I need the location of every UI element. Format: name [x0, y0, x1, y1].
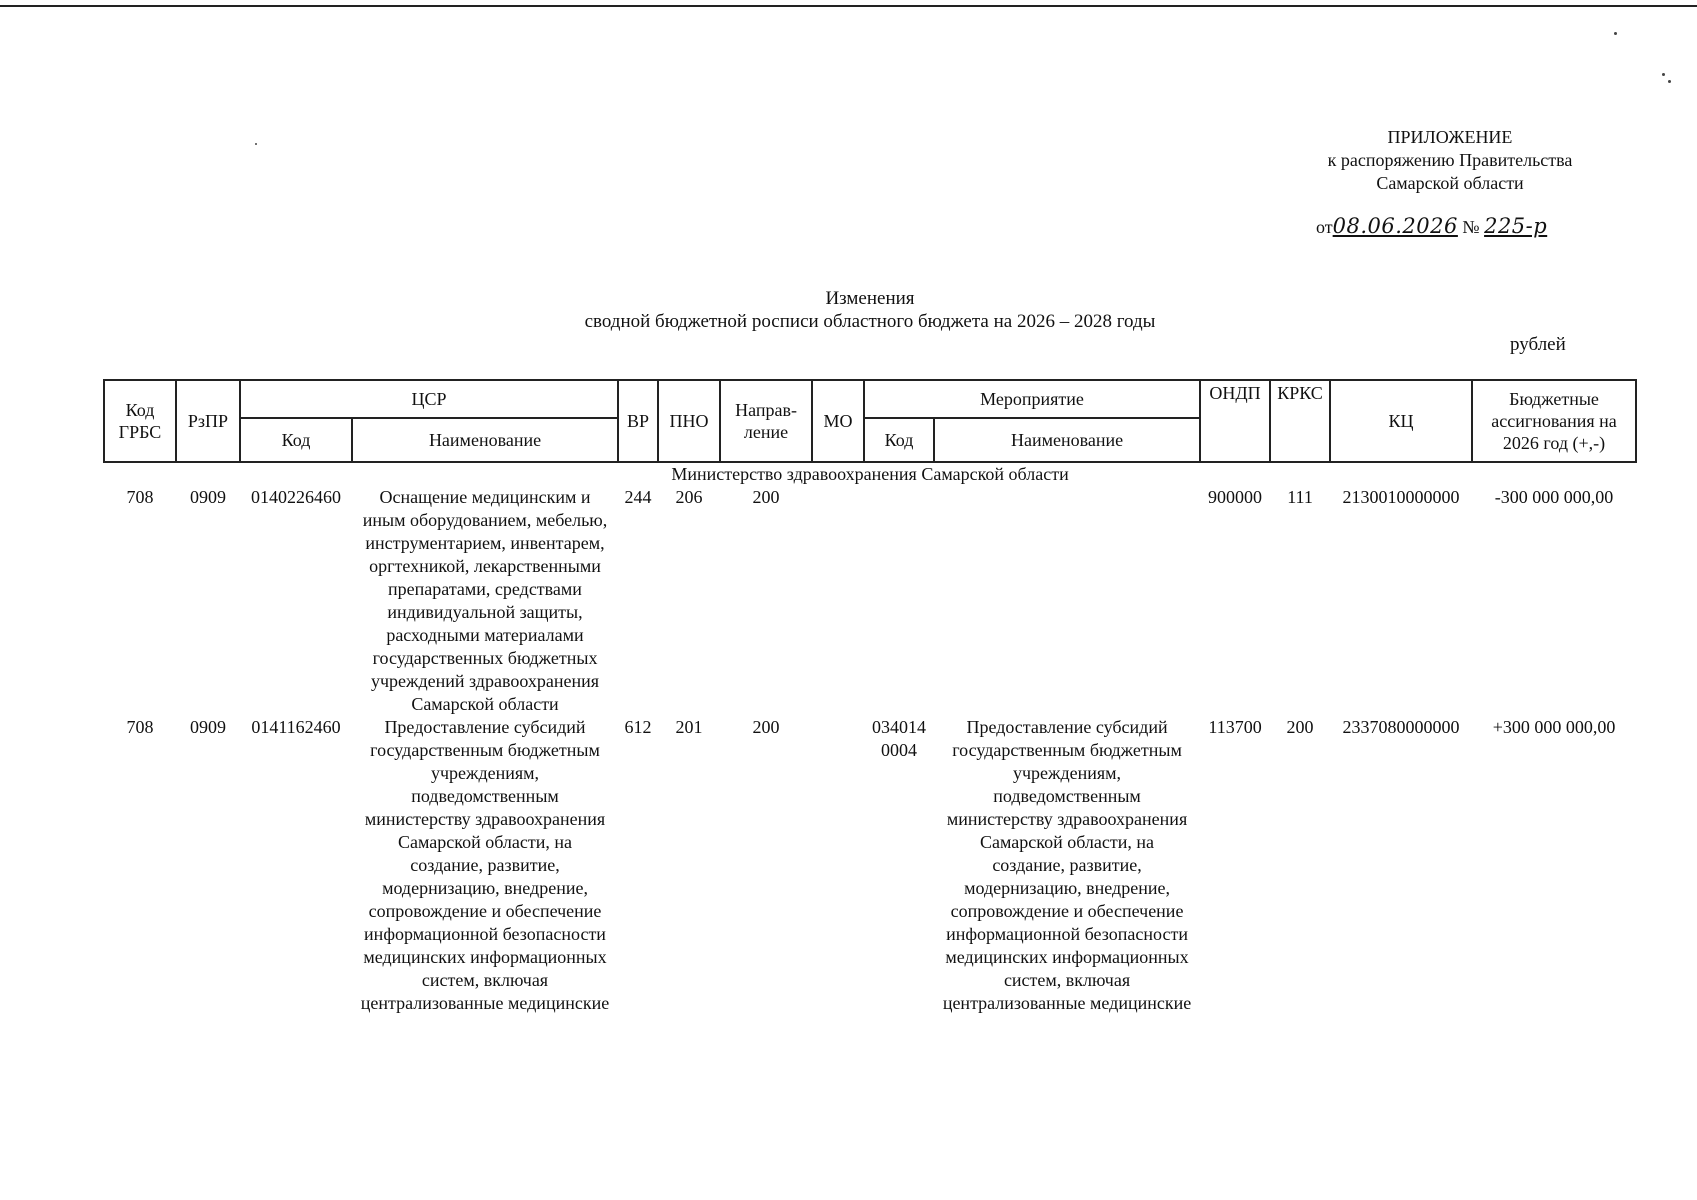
cell-kc: 2337080000000: [1342, 717, 1460, 737]
appendix-line2: Самарской области: [1376, 173, 1524, 193]
cell-ondp: 113700: [1208, 717, 1262, 737]
cell-direction: 200: [752, 717, 780, 737]
ministry-row: [104, 462, 1636, 486]
cell-mo: [812, 486, 864, 716]
header-rzpr: РзПР: [176, 380, 240, 462]
header-event: Мероприятие: [864, 380, 1200, 418]
header-mo: МО: [812, 380, 864, 462]
cell-krks: 200: [1286, 717, 1314, 737]
cell-mo: [812, 716, 864, 1015]
header-ondp: ОНДП: [1200, 380, 1270, 462]
header-csr-name: Наименование: [352, 418, 618, 462]
cell-krks: 111: [1287, 487, 1313, 507]
cell-ondp: 900000: [1208, 487, 1263, 507]
appendix-title: ПРИЛОЖЕНИЕ: [1387, 127, 1513, 147]
header-direction: Направ-ление: [720, 380, 812, 462]
date-prefix: от: [1316, 217, 1333, 237]
cell-vr: 244: [624, 487, 652, 507]
cell-event-code: [864, 486, 934, 716]
cell-pno: 206: [675, 487, 703, 507]
cell-amount: +300 000 000,00: [1492, 717, 1616, 737]
header-grbs: Код ГРБС: [104, 380, 176, 462]
units-label: рублей: [1510, 334, 1566, 355]
appendix-header: [1260, 126, 1640, 195]
header-event-code: Код: [864, 418, 934, 462]
cell-pno: 201: [675, 717, 703, 737]
cell-rzpr: 0909: [190, 487, 226, 507]
number-prefix: №: [1462, 217, 1480, 237]
cell-csr-name: Предоставление субсидий государственным бюджетным учреждениям, подведомственным министерству здравоохранения Самарской области, на создание, развитие, модернизацию, внедрение, сопровождение и обеспечение информационной безопасности медицинских информационных систем, включая централизованные медицинские: [360, 717, 610, 1013]
cell-grbs: 708: [126, 487, 154, 507]
header-csr-code: Код: [240, 418, 352, 462]
cell-event-code: 034014 0004: [872, 717, 927, 760]
header-event-name: Наименование: [934, 418, 1200, 462]
header-allocation: Бюджетные ассигнования на 2026 год (+,-): [1472, 380, 1636, 462]
table-row: [104, 716, 1636, 1015]
order-date-number: [1316, 214, 1547, 238]
header-vr: ВР: [618, 380, 658, 462]
document-title: [350, 287, 1390, 333]
cell-rzpr: 0909: [190, 717, 226, 737]
title-line1: Изменения: [825, 288, 915, 309]
scan-speck: [1662, 73, 1665, 76]
ministry-name: Министерство здравоохранения Самарской области: [671, 464, 1069, 484]
appendix-line1: к распоряжению Правительства: [1327, 150, 1573, 170]
scan-speck: [1614, 32, 1617, 35]
scan-speck: [1668, 80, 1671, 83]
table-row: [104, 486, 1636, 716]
handwritten-number: 225-р: [1484, 214, 1548, 238]
cell-event-name: [934, 486, 1200, 716]
cell-csr-code: 0140226460: [251, 487, 341, 507]
top-border-line: [0, 5, 1697, 7]
handwritten-date: 08.06.2026: [1332, 214, 1458, 238]
cell-vr: 612: [624, 717, 652, 737]
cell-csr-name: Оснащение медицинским и иным оборудованием, мебелью, инструментарием, инвентарем, оргтехникой, лекарственными препаратами, средствами индивидуальной защиты, расходными материалами государственных бюджетных учреждений здравоохранения Самарской области: [362, 487, 608, 714]
cell-event-name: Предоставление субсидий государственным бюджетным учреждениям, подведомственным министерству здравоохранения Самарской области, на создание, развитие, модернизацию, внедрение, сопровождение и обеспечение информационной безопасности медицинских информационных систем, включая централизованные медицинские: [942, 717, 1192, 1013]
budget-changes-table: [103, 379, 1637, 1015]
cell-amount: -300 000 000,00: [1494, 487, 1614, 507]
cell-direction: 200: [752, 487, 780, 507]
header-pno: ПНО: [658, 380, 720, 462]
header-kc: КЦ: [1330, 380, 1472, 462]
cell-csr-code: 0141162460: [251, 717, 341, 737]
title-line2: сводной бюджетной росписи областного бюджета на 2026 – 2028 годы: [584, 311, 1156, 332]
cell-grbs: 708: [126, 717, 154, 737]
cell-kc: 2130010000000: [1342, 487, 1460, 507]
header-csr: ЦСР: [240, 380, 618, 418]
scan-speck: [255, 143, 257, 145]
header-krks: КРКС: [1270, 380, 1330, 462]
